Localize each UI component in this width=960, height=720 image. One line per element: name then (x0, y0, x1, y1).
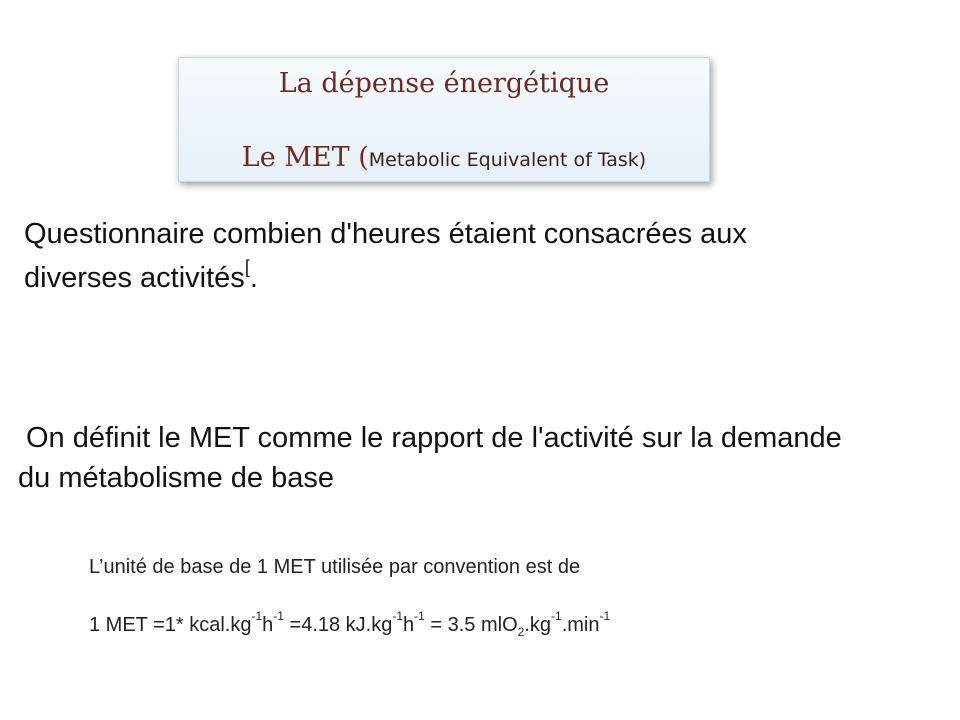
questionnaire-line-2 (24, 256, 904, 300)
formula-part: .kg (524, 614, 552, 636)
formula-part: h (262, 614, 274, 636)
formula-exponent: -1 (273, 609, 284, 624)
met-definition-line-1: On définit le MET comme le rapport de l'activité sur la demande (26, 422, 842, 454)
formula-exponent: -1 (251, 609, 263, 624)
formula-part: .min (561, 614, 600, 636)
title-box (178, 57, 710, 182)
formula-part: =4.18 kJ.kg (283, 614, 393, 636)
formula-exponent: -1 (392, 609, 404, 624)
formula-part: h (403, 614, 415, 636)
formula-part: = 3.5 mlO (424, 614, 518, 636)
formula-exponent: -1 (414, 609, 425, 624)
questionnaire-paragraph (24, 212, 904, 300)
page-title: La dépense énergétique (278, 68, 610, 99)
questionnaire-line-1: Questionnaire combien d'heures étaient consacrées aux (24, 218, 747, 250)
met-formula (89, 609, 611, 639)
page-subtitle (179, 142, 709, 173)
questionnaire-line-2-end: . (249, 262, 258, 294)
footnote-bracket: [ (244, 257, 250, 278)
formula-subscript: 2 (517, 625, 525, 639)
formula-exponent: -1 (599, 609, 611, 624)
formula-exponent: -1 (551, 609, 562, 624)
met-unit-line: L’unité de base de 1 MET utilisée par convention est de (89, 556, 581, 578)
met-definition-paragraph (18, 418, 948, 498)
subtitle-expansion: Metabolic Equivalent of Task) (368, 149, 647, 171)
questionnaire-line-2-text: diverses activités (24, 262, 245, 294)
formula-part: 1 MET =1* kcal.kg (89, 614, 252, 636)
subtitle-main: Le MET ( (241, 142, 369, 173)
met-definition-line-2: du métabolisme de base (18, 462, 334, 494)
